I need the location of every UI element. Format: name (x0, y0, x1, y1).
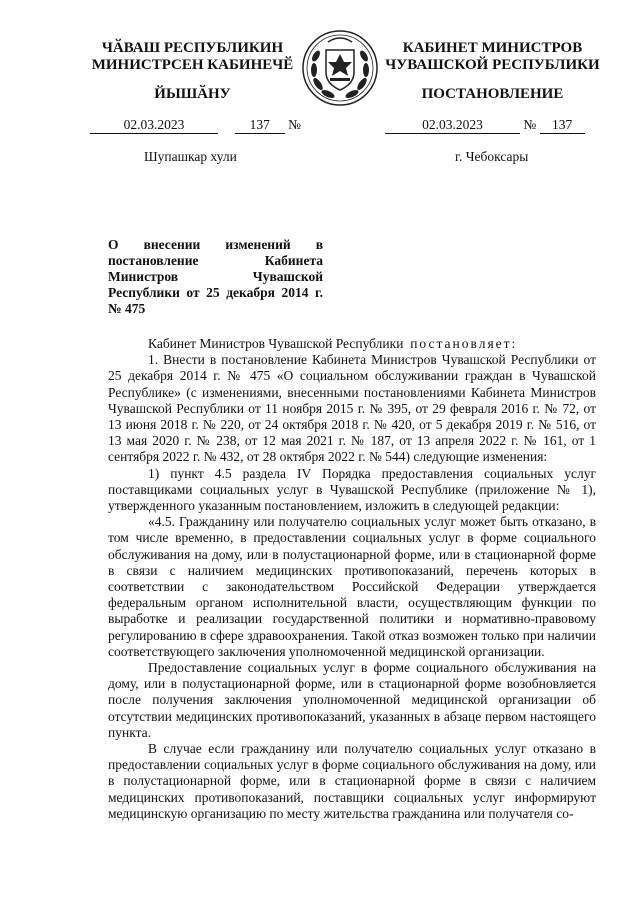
date-number-right (385, 117, 585, 134)
document-title: О внесении изменений в постановление Кабинета Министров Чувашской Республики от 25 декабря 2014 г. № 475 (108, 237, 323, 316)
paragraph-3: «4.5. Гражданину или получателю социальных услуг может быть отказано, в том числе временно, в предоставлении социальных услуг в форме социального обслуживания на дому, или в полустационарной форме, или в стационарной форме в связи с наличием медицинских противопоказаний, перечень которых в соответствии с законодательством Российской Федерации утверждается федеральным органом исполнительной власти, осуществляющим функции по выработке и реализации государственной политики и нормативно-правовому регулированию в сфере здравоохранения. Такой отказ возможен только при наличии соответствующего заключения уполномоченной медицинской организации. (108, 514, 596, 659)
paragraph-4: Предоставление социальных услуг в форме социального обслуживания на дому, или в полустационарной форме, или в стационарной форме возобновляется после получения заключения уполномоченной медицинской организации об отсутствии медицинских противопоказаний, указанных в абзаце первом настоящего пункта. (108, 660, 596, 740)
date-right: 02.03.2023 (385, 117, 520, 134)
document-body (108, 336, 596, 822)
paragraph-2: 1) пункт 4.5 раздела IV Порядка предоставления социальных услуг поставщиками социальных услуг в Чувашской Республике (приложение № 1), утвержденного указанным постановлением, изложить в следующей редакции: (108, 465, 596, 514)
header-left-line2: МИНИСТРСЕН КАБИНЕЧӖ (91, 57, 294, 73)
header-right-line1: КАБИНЕТ МИНИСТРОВ (402, 40, 583, 56)
paragraph-1: 1. Внести в постановление Кабинета Министров Чувашской Республики от 25 декабря 2014 г. № 475 «О социальном обслуживании граждан в Чувашской Республике» (с изменениями, внесенными постановлениями Кабинета Министров Чувашской Республики от 11 ноября 2015 г. № 395, от 29 февраля 2016 г. № 72, от 13 июня 2018 г. № 220, от 24 октября 2018 г. № 420, от 5 декабря 2019 г. № 516, от 13 мая 2020 г. № 238, от 12 мая 2021 г. № 187, от 13 апреля 2022 г. № 161, от 1 сентября 2022 г. № 432, от 28 октября 2022 г. № 544) следующие изменения: (108, 352, 596, 465)
date-left: 02.03.2023 (90, 117, 218, 134)
intro-prefix: Кабинет Министров Чувашской Республики (148, 336, 404, 351)
city-right: г. Чебоксары (455, 149, 529, 164)
date-number-left (90, 117, 301, 134)
number-right: 137 (540, 117, 585, 134)
header-left (90, 40, 295, 74)
header-left-doc-type: ЙЫШӐНУ (154, 86, 231, 102)
header-right (385, 40, 600, 74)
coat-of-arms-emblem-icon (300, 28, 380, 108)
header-right-doc-type: ПОСТАНОВЛЕНИЕ (421, 86, 564, 102)
city-left: Шупашкар хули (144, 149, 237, 164)
header-left-line1: ЧӐВАШ РЕСПУБЛИКИН (101, 40, 284, 56)
number-left: 137 (235, 117, 285, 134)
paragraph-5: В случае если гражданину или получателю социальных услуг отказано в предоставлении социальных услуг в форме социального обслуживания на дому, или в полустационарной форме, или в стационарной форме в связи с наличием медицинских противопоказаний, поставщики социальных услуг информируют медицинскую организацию по месту жительства гражданина или получателя со- (108, 741, 596, 821)
intro-verb: постановляет: (410, 336, 518, 351)
number-sign-left: № (288, 117, 302, 132)
intro-paragraph (108, 336, 596, 352)
header-right-line2: ЧУВАШСКОЙ РЕСПУБЛИКИ (385, 57, 600, 73)
number-sign-right: № (523, 117, 537, 132)
